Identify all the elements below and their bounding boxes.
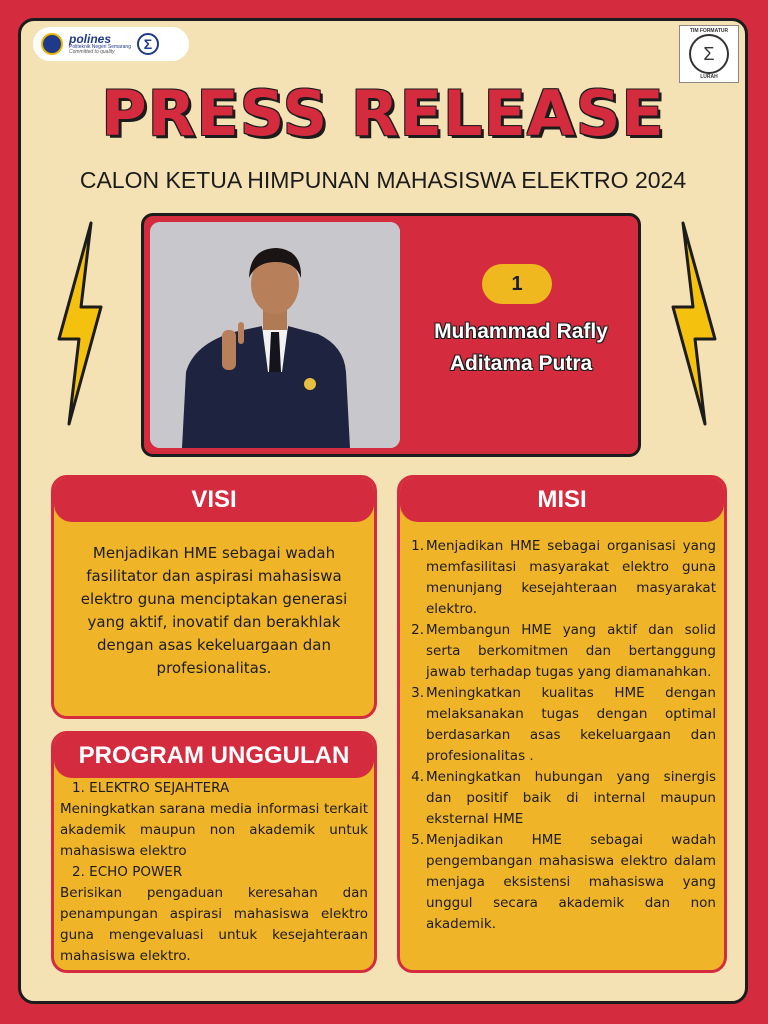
candidate-name-line2: Aditama Putra <box>449 352 593 375</box>
poster-frame <box>18 18 748 1004</box>
stamp-bottom-text: LURAH <box>700 74 718 80</box>
candidate-photo <box>150 222 400 448</box>
program-card <box>51 731 377 973</box>
list-item: 2. Membangun HME yang aktif dan solid serta berkomitmen dan bertanggung jawab terhadap tugas yang diamanahkan. <box>411 622 716 680</box>
misi-card <box>397 475 727 973</box>
list-item: 5. Menjadikan HME sebagai wadah pengembangan mahasiswa elektro dalam menjaga eksistensi mahasiswa yang unggul secara akademik dan non akademik. <box>411 832 716 932</box>
formatur-stamp-icon <box>679 25 739 83</box>
polines-wordmark <box>69 33 131 55</box>
candidate-name-line1: Muhammad Rafly <box>434 320 608 343</box>
page-title: PRESS RELEASE <box>101 77 665 150</box>
logo-tagline: Politeknik Negeri Semarang <box>69 44 131 50</box>
program-item-title: 2. ECHO POWER <box>72 864 183 880</box>
candidate-card <box>141 213 641 457</box>
page-subtitle: CALON KETUA HIMPUNAN MAHASISWA ELEKTRO 2024 <box>79 167 687 193</box>
candidate-number-badge: 1 <box>482 264 552 304</box>
program-list <box>60 778 368 967</box>
lightning-bolt-icon <box>55 221 105 426</box>
misi-heading: MISI <box>400 478 724 522</box>
logo-brand: polines <box>69 32 112 46</box>
list-item: 1. Menjadikan HME sebagai organisasi yang memfasilitasi masyarakat elektro guna menunjang kesejahteraan masyarakat elektro. <box>411 538 716 617</box>
program-item-desc: Berisikan pengaduan keresahan dan penampungan aspirasi mahasiswa elektro guna mengevaluasi untuk kesejahteraan mahasiswa elektro. <box>60 885 368 964</box>
program-item-title: 1. ELEKTRO SEJAHTERA <box>72 780 230 796</box>
header-logos <box>33 27 189 61</box>
visi-text: Menjadikan HME sebagai wadah fasilitator dan aspirasi mahasiswa elektro guna menciptakan generasi yang aktif, inovatif dan berakhlak dengan asas kekeluargaan dan profesionalitas. <box>80 544 348 677</box>
program-heading: PROGRAM UNGGULAN <box>54 734 374 778</box>
visi-card <box>51 475 377 719</box>
candidate-portrait-icon <box>150 222 400 448</box>
visi-heading: VISI <box>54 478 374 522</box>
program-item-desc: Meningkatkan sarana media informasi terkait akademik maupun non akademik untuk mahasiswa elektro <box>60 801 368 859</box>
stamp-top-text: TIM FORMATUR <box>689 28 729 34</box>
misi-list <box>406 536 716 935</box>
list-item: 4. Meningkatkan hubungan yang sinergis dan positif baik di internal maupun eksternal HME <box>411 769 716 827</box>
sigma-logo-icon: Σ <box>137 33 159 55</box>
lightning-bolt-icon <box>669 221 719 426</box>
list-item: 3. Meningkatkan kualitas HME dengan melaksanakan tugas dengan optimal berdasarkan asas kekeluargaan dan profesionalitas . <box>411 685 716 764</box>
logo-slogan: Committed to quality <box>69 49 115 55</box>
polines-logo-icon <box>41 33 63 55</box>
stamp-sigma: Σ <box>689 34 729 74</box>
